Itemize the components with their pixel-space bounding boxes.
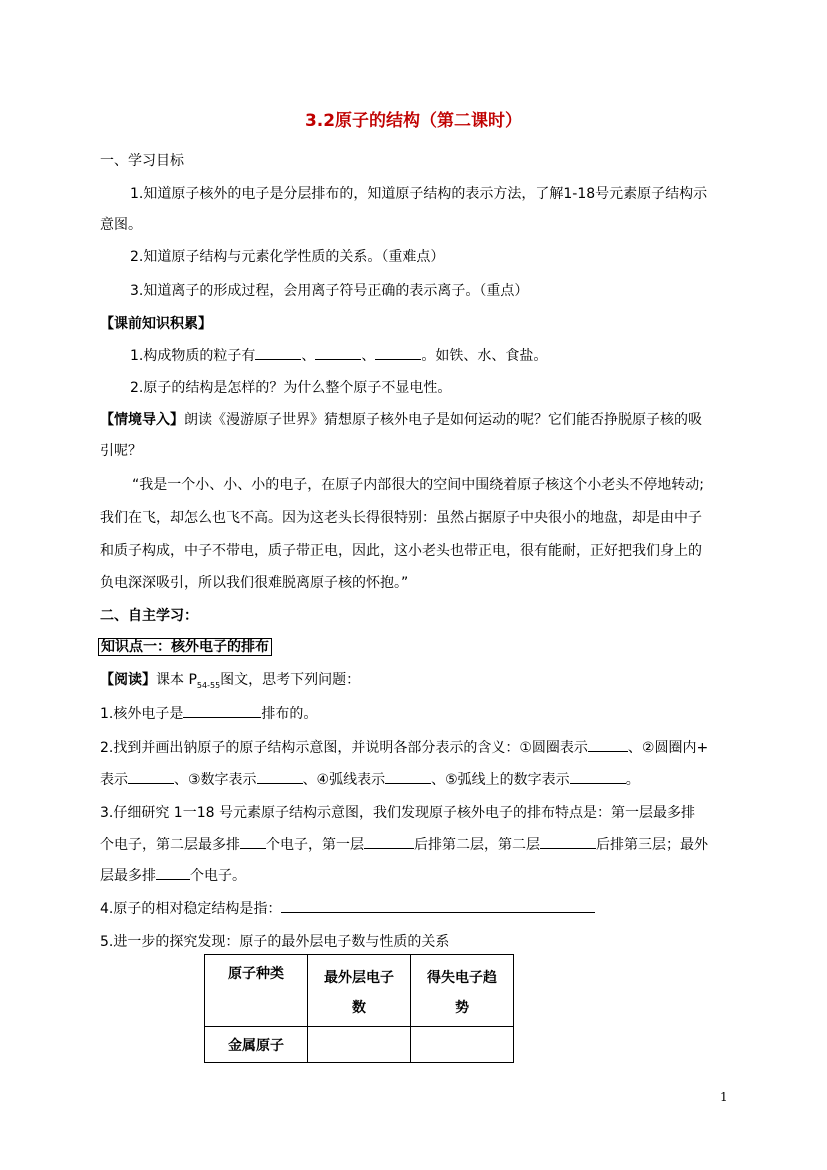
table-header-text: 得失电子趋 bbox=[427, 970, 497, 986]
blank-field[interactable] bbox=[540, 834, 596, 849]
goal-1-line-1: 1.知道原子核外的电子是分层排布的，知道原子结构的表示方法，了解1-18号元素原子结构示 bbox=[130, 186, 708, 202]
blank-field[interactable] bbox=[156, 865, 190, 880]
blank-field[interactable] bbox=[364, 834, 414, 849]
table-cell[interactable] bbox=[308, 1027, 411, 1063]
knowledge-point-1 bbox=[98, 636, 272, 656]
question-3-text: 后排第三层；最外 bbox=[596, 837, 708, 853]
question-3-text: 个电子。 bbox=[190, 868, 246, 884]
question-3-text: 个电子，第一层 bbox=[266, 837, 364, 853]
blank-field[interactable] bbox=[385, 769, 431, 784]
question-1-text: 1.核外电子是 bbox=[100, 706, 184, 722]
intro-text: 朗读《漫游原子世界》猜想原子核外电子是如何运动的呢？它们能否挣脱原子核的吸 bbox=[184, 412, 702, 428]
intro-label: 【情境导入】 bbox=[100, 412, 184, 428]
blank-field[interactable] bbox=[281, 898, 595, 913]
blank-field[interactable] bbox=[255, 345, 301, 360]
blank-field[interactable] bbox=[128, 769, 174, 784]
intro-line-1 bbox=[100, 409, 702, 429]
table-header-text: 数 bbox=[352, 1000, 366, 1016]
quote-line-1: “我是一个小、小、小的电子，在原子内部很大的空间中围绕着原子核这个小老头不停地转动; bbox=[132, 477, 704, 493]
pre-question-2: 2.原子的结构是怎样的？为什么整个原子不显电性。 bbox=[130, 380, 452, 396]
table-header-cell bbox=[308, 955, 411, 1027]
pre-question-1-text: 1.构成物质的粒子有 bbox=[130, 348, 256, 364]
table-cell: 金属原子 bbox=[205, 1027, 308, 1063]
blank-field[interactable] bbox=[570, 769, 626, 784]
question-5: 5.进一步的探究发现：原子的最外层电子数与性质的关系 bbox=[100, 934, 450, 950]
question-2-line-1 bbox=[100, 737, 708, 757]
question-2-text: 、②圆圈内+ bbox=[627, 740, 709, 756]
property-table bbox=[204, 954, 514, 1063]
table-header-cell bbox=[411, 955, 514, 1027]
pre-knowledge-heading: 【课前知识积累】 bbox=[100, 316, 212, 332]
separator: 、 bbox=[361, 348, 376, 364]
knowledge-point-1-label: 知识点一：核外电子的排布 bbox=[98, 638, 272, 656]
table-cell[interactable] bbox=[411, 1027, 514, 1063]
reading-text-tail: 图文，思考下列问题： bbox=[220, 672, 361, 688]
question-1 bbox=[100, 703, 317, 723]
question-1-tail: 排布的。 bbox=[261, 706, 318, 722]
page-title: 3.2原子的结构（第二课时） bbox=[304, 111, 523, 131]
question-4 bbox=[100, 898, 595, 918]
page-range: 54-55 bbox=[196, 680, 221, 690]
question-2-text: 、③数字表示 bbox=[174, 772, 257, 788]
goal-3: 3.知道离子的形成过程，会用离子符号正确的表示离子。（重点） bbox=[130, 283, 529, 299]
reading-label: 【阅读】 bbox=[100, 672, 156, 688]
question-3-line-3 bbox=[100, 865, 246, 885]
section-heading-goals: 一、学习目标 bbox=[100, 153, 184, 169]
section-heading-self-study: 二、自主学习： bbox=[100, 608, 198, 624]
goal-1-line-2: 意图。 bbox=[100, 217, 142, 233]
question-4-text: 4.原子的相对稳定结构是指： bbox=[100, 901, 282, 917]
quote-line-3: 和质子构成，中子不带电，质子带正电，因此，这小老头也带正电，很有能耐，正好把我们身上的 bbox=[100, 543, 702, 559]
question-2-text: 、⑤弧线上的数字表示 bbox=[431, 772, 570, 788]
blank-field[interactable] bbox=[375, 345, 421, 360]
intro-line-2: 引呢？ bbox=[100, 443, 142, 459]
table-header-text: 势 bbox=[455, 1000, 469, 1016]
question-3-line-2 bbox=[100, 834, 708, 854]
table-header-text: 最外层电子 bbox=[324, 970, 394, 986]
blank-field[interactable] bbox=[257, 769, 303, 784]
table-row bbox=[205, 1027, 514, 1063]
question-2-text: 、④弧线表示 bbox=[302, 772, 386, 788]
question-2-line-2 bbox=[100, 769, 640, 789]
goal-2: 2.知道原子结构与元素化学性质的关系。（重难点） bbox=[130, 249, 445, 265]
question-3-text: 个电子，第二层最多排 bbox=[100, 837, 240, 853]
question-2-text: 。 bbox=[625, 772, 640, 788]
quote-line-2: 我们在飞，却怎么也飞不高。因为这老头长得很特别：虽然占据原子中央很小的地盘，却是由中子 bbox=[100, 510, 702, 526]
pre-question-1-tail: 。如铁、水、食盐。 bbox=[421, 348, 548, 364]
question-3-line-1: 3.仔细研究 1一18 号元素原子结构示意图，我们发现原子核外电子的排布特点是：第一层最多排 bbox=[100, 805, 695, 821]
quote-line-4: 负电深深吸引，所以我们很难脱离原子核的怀抱。” bbox=[100, 575, 409, 591]
reading-instruction bbox=[100, 669, 360, 690]
reading-text: 课本 P bbox=[156, 672, 197, 688]
separator: 、 bbox=[301, 348, 316, 364]
question-2-text: 2.找到并画出钠原子的原子结构示意图，并说明各部分表示的含义：①圆圈表示 bbox=[100, 740, 588, 756]
question-2-text: 表示 bbox=[100, 772, 128, 788]
question-3-text: 层最多排 bbox=[100, 868, 156, 884]
page-number: 1 bbox=[720, 1090, 728, 1104]
table-header-cell: 原子种类 bbox=[205, 955, 308, 1027]
table-row bbox=[205, 955, 514, 1027]
blank-field[interactable] bbox=[240, 834, 266, 849]
blank-field[interactable] bbox=[183, 703, 261, 718]
blank-field[interactable] bbox=[588, 737, 628, 752]
question-3-text: 后排第二层，第二层 bbox=[414, 837, 540, 853]
blank-field[interactable] bbox=[315, 345, 361, 360]
pre-question-1 bbox=[130, 345, 547, 365]
